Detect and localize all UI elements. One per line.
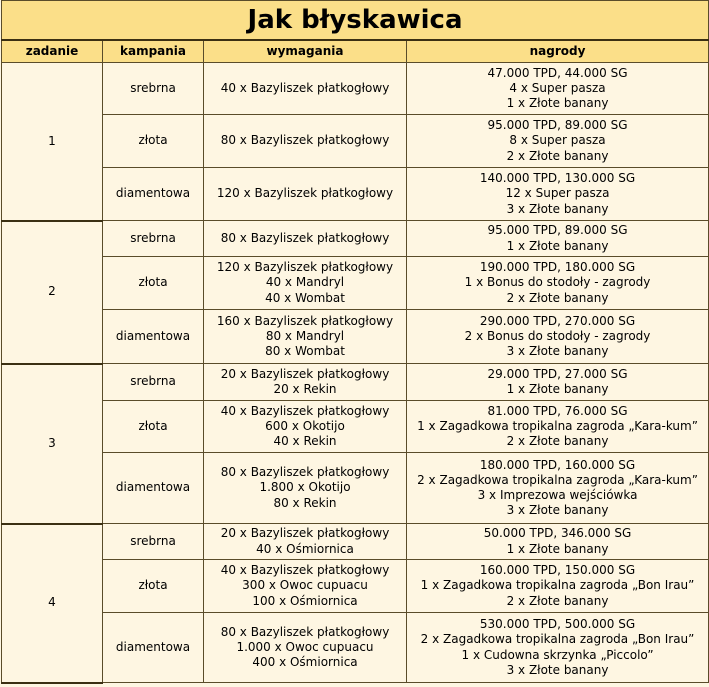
reward-line: 2 x Bonus do stodoły - zagrody — [464, 328, 651, 343]
table-row — [2, 613, 709, 683]
reward-line: 3 x Imprezowa wejściówka — [477, 488, 638, 502]
campaign-cell: srebrna — [103, 63, 204, 115]
table-body — [2, 63, 709, 683]
requirement-line: 1.000 x Owoc cupuacu — [236, 639, 374, 654]
table-title: Jak błyskawica — [2, 1, 709, 41]
reward-line: 2 x Złote banany — [506, 593, 609, 608]
requirement-line: 100 x Ośmiornica — [252, 593, 358, 608]
requirement-line: 80 x Bazyliszek płatkogłowy — [220, 133, 390, 148]
requirements-cell — [204, 453, 407, 524]
campaign-cell: srebrna — [103, 524, 204, 560]
requirement-line: 120 x Bazyliszek płatkogłowy — [216, 260, 394, 275]
reward-line: 2 x Złote banany — [506, 290, 609, 305]
reward-line: 530.000 TPD, 500.000 SG — [479, 617, 636, 632]
reward-line: 50.000 TPD, 346.000 SG — [483, 526, 632, 541]
requirement-line: 80 x Bazyliszek płatkogłowy — [220, 624, 390, 639]
table-row — [2, 524, 709, 560]
table-row — [2, 257, 709, 310]
reward-line: 190.000 TPD, 180.000 SG — [479, 260, 636, 275]
reward-line: 2 x Zagadkowa tropikalna zagroda „Kara-kum” — [417, 472, 698, 487]
reward-line: 2 x Zagadkowa tropikalna zagroda „Bon Irau” — [420, 632, 695, 647]
table-row — [2, 310, 709, 364]
campaign-cell: diamentowa — [103, 310, 204, 364]
requirements-cell — [204, 310, 407, 364]
reward-line: 1 x Cudowna skrzynka „Piccolo” — [461, 647, 654, 662]
rewards-cell — [407, 613, 709, 683]
table-row — [2, 453, 709, 524]
requirements-cell — [204, 560, 407, 613]
requirement-line: 20 x Bazyliszek płatkogłowy — [220, 526, 390, 541]
requirement-line: 400 x Ośmiornica — [252, 655, 358, 670]
rewards-cell — [407, 364, 709, 401]
campaign-cell: złota — [103, 257, 204, 310]
requirement-line: 600 x Okotijo — [265, 418, 345, 433]
requirement-line: 80 x Bazyliszek płatkogłowy — [220, 230, 390, 245]
requirement-line: 1.800 x Okotijo — [259, 480, 351, 495]
requirements-cell — [204, 364, 407, 401]
campaign-cell: złota — [103, 115, 204, 168]
rewards-cell — [407, 63, 709, 115]
header-row — [2, 40, 709, 63]
reward-line: 29.000 TPD, 27.000 SG — [487, 366, 628, 381]
rewards-cell — [407, 310, 709, 364]
table-row — [2, 560, 709, 613]
reward-line: 1 x Bonus do stodoły - zagrody — [464, 275, 651, 290]
rewards-cell — [407, 401, 709, 453]
requirement-line: 40 x Bazyliszek płatkogłowy — [220, 80, 390, 95]
table-row — [2, 364, 709, 401]
requirement-line: 80 x Wombat — [265, 344, 345, 359]
header-rewards: nagrody — [407, 40, 709, 63]
requirements-cell — [204, 613, 407, 683]
requirements-cell — [204, 257, 407, 310]
requirements-cell — [204, 401, 407, 453]
table-row — [2, 115, 709, 168]
requirement-line: 40 x Wombat — [265, 290, 345, 305]
requirement-line: 120 x Bazyliszek płatkogłowy — [216, 186, 394, 201]
reward-line: 180.000 TPD, 160.000 SG — [479, 457, 636, 472]
campaign-cell: diamentowa — [103, 168, 204, 221]
requirement-line: 40 x Bazyliszek płatkogłowy — [220, 403, 390, 418]
reward-line: 12 x Super pasza — [505, 186, 610, 201]
requirement-line: 20 x Bazyliszek płatkogłowy — [220, 366, 390, 381]
reward-line: 3 x Złote banany — [506, 201, 609, 216]
campaign-cell: srebrna — [103, 221, 204, 257]
requirements-cell — [204, 115, 407, 168]
reward-line: 140.000 TPD, 130.000 SG — [479, 171, 636, 186]
reward-line: 1 x Zagadkowa tropikalna zagroda „Bon Irau” — [420, 578, 695, 593]
campaign-cell: złota — [103, 401, 204, 453]
rewards-cell — [407, 560, 709, 613]
reward-line: 160.000 TPD, 150.000 SG — [479, 563, 636, 578]
campaign-cell: diamentowa — [103, 613, 204, 683]
quest-rewards-table — [1, 0, 709, 684]
requirement-line: 40 x Rekin — [273, 434, 337, 449]
requirement-line: 160 x Bazyliszek płatkogłowy — [216, 313, 394, 328]
campaign-cell: złota — [103, 560, 204, 613]
header-campaign: kampania — [103, 40, 204, 63]
requirement-line: 80 x Mandryl — [265, 328, 345, 343]
header-requirements: wymagania — [204, 40, 407, 63]
reward-line: 3 x Złote banany — [506, 344, 609, 359]
task-number: 1 — [2, 63, 103, 221]
requirements-cell — [204, 221, 407, 257]
reward-line: 2 x Złote banany — [506, 434, 609, 449]
campaign-cell: srebrna — [103, 364, 204, 401]
requirement-line: 80 x Bazyliszek płatkogłowy — [220, 465, 390, 480]
rewards-cell — [407, 257, 709, 310]
table-row — [2, 168, 709, 221]
requirements-cell — [204, 524, 407, 560]
rewards-cell — [407, 168, 709, 221]
reward-line: 1 x Złote banany — [506, 96, 609, 111]
header-task: zadanie — [2, 40, 103, 63]
reward-line: 290.000 TPD, 270.000 SG — [479, 313, 636, 328]
rewards-cell — [407, 115, 709, 168]
task-number: 3 — [2, 364, 103, 524]
requirements-cell — [204, 63, 407, 115]
task-number: 2 — [2, 221, 103, 364]
rewards-cell — [407, 453, 709, 524]
requirement-line: 20 x Rekin — [273, 382, 337, 396]
reward-line: 1 x Złote banany — [506, 238, 609, 253]
task-number: 4 — [2, 524, 103, 683]
reward-line: 2 x Złote banany — [506, 148, 609, 163]
rewards-cell — [407, 221, 709, 257]
requirement-line: 80 x Rekin — [273, 495, 337, 510]
reward-line: 1 x Złote banany — [506, 382, 609, 396]
requirements-cell — [204, 168, 407, 221]
reward-line: 1 x Zagadkowa tropikalna zagroda „Kara-kum” — [417, 418, 698, 433]
reward-line: 81.000 TPD, 76.000 SG — [487, 403, 628, 418]
table-row — [2, 401, 709, 453]
reward-line: 1 x Złote banany — [506, 541, 609, 556]
reward-line: 3 x Złote banany — [506, 503, 609, 518]
campaign-cell: diamentowa — [103, 453, 204, 524]
reward-line: 8 x Super pasza — [509, 133, 606, 148]
requirement-line: 300 x Owoc cupuacu — [242, 578, 368, 593]
table-row — [2, 221, 709, 257]
table-row — [2, 63, 709, 115]
reward-line: 4 x Super pasza — [509, 80, 606, 95]
reward-line: 47.000 TPD, 44.000 SG — [487, 65, 628, 80]
rewards-cell — [407, 524, 709, 560]
reward-line: 95.000 TPD, 89.000 SG — [487, 118, 628, 133]
reward-line: 3 x Złote banany — [506, 662, 609, 677]
requirement-line: 40 x Bazyliszek płatkogłowy — [220, 563, 390, 578]
requirement-line: 40 x Mandryl — [265, 275, 345, 290]
reward-line: 95.000 TPD, 89.000 SG — [487, 223, 628, 238]
requirement-line: 40 x Ośmiornica — [256, 541, 354, 556]
